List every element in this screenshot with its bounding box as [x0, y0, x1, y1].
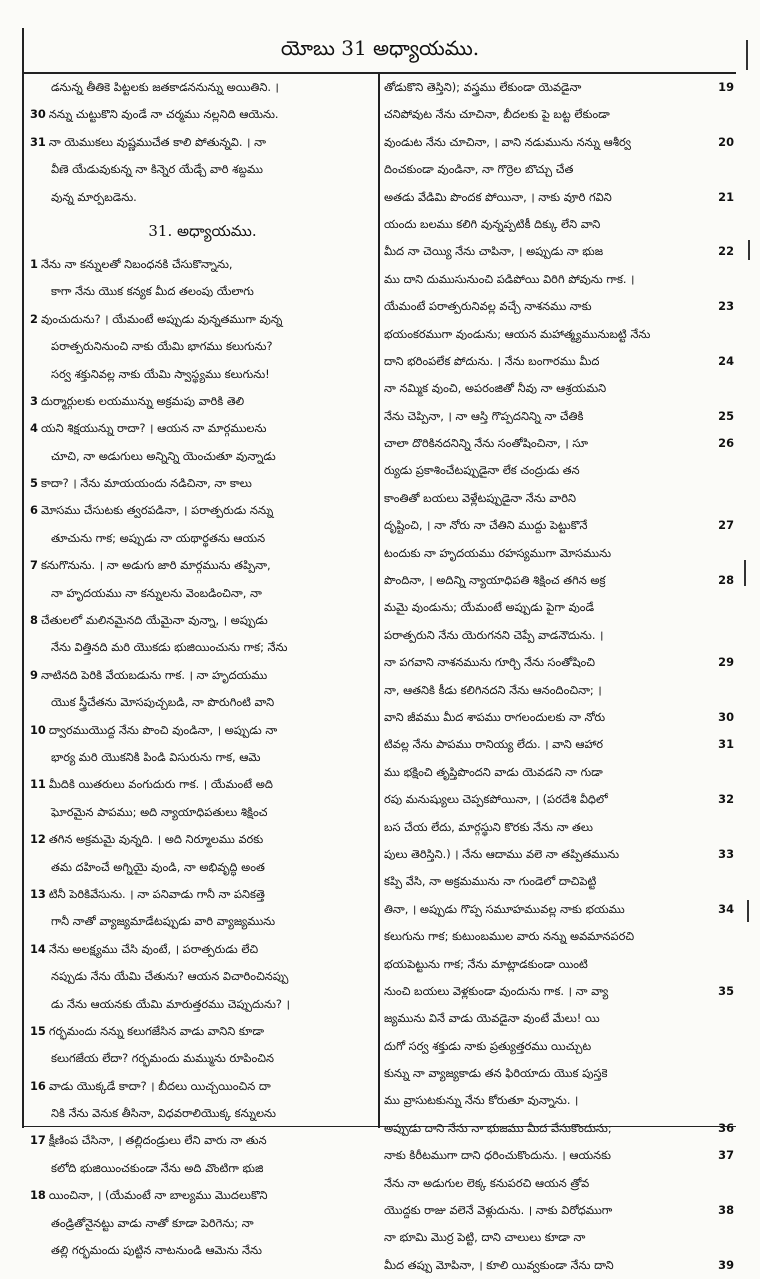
- text-line: [384, 101, 734, 128]
- text-line: [384, 786, 734, 813]
- text-line: [384, 814, 734, 841]
- line-text: ము వ్రాసుటకున్ను నేను కోరుతూ వున్నాను. ।: [384, 1093, 579, 1108]
- text-line: [384, 1005, 734, 1032]
- text-line: [384, 1224, 734, 1251]
- verse-number: 17: [30, 1133, 46, 1148]
- line-text: నప్పుడు నేను యేమి చేతును? ఆయన విచారించినప్పు: [51, 969, 289, 984]
- verse-number: 25: [718, 408, 734, 423]
- verse-number: 3: [30, 393, 38, 408]
- verse-number: 30: [718, 709, 734, 724]
- left-lines-after-heading: [30, 251, 375, 1264]
- verse-number: 9: [30, 667, 38, 682]
- verse-number: 30: [30, 107, 46, 122]
- line-text: యందు బలము కలిగి వున్నప్పటికీ దిక్కు లేని వాని: [384, 216, 601, 231]
- text-line: [30, 525, 375, 552]
- verse-number: 14: [30, 941, 46, 956]
- line-text: అతడు వేడిమి పొందక పోయినా, । నాకు వూరి గవిని: [384, 189, 612, 204]
- verse-number: 21: [718, 189, 734, 204]
- text-line: [30, 1210, 375, 1237]
- line-text: దించకుండా వుండినా, నా గొర్రెల బొచ్చు చేత: [384, 162, 574, 177]
- line-text: తోడుకొని తెస్తిని); వస్త్రము లేకుండా యెవడైనా: [384, 80, 582, 94]
- text-line: [384, 1115, 734, 1142]
- text-line: [30, 963, 375, 990]
- text-line: [30, 361, 375, 388]
- line-text: దృష్టించి, । నా నోరు నా చేతిని ముద్దు పెట్టుకొనే: [384, 518, 588, 533]
- text-line: [384, 1197, 734, 1224]
- verse-number: 2: [30, 311, 38, 326]
- line-text: యని శిక్షయున్ను రాదా? । ఆయన నా మార్గములను: [40, 421, 267, 436]
- text-line: [384, 567, 734, 594]
- line-text: యొక స్త్రీచేతను మోసపుచ్చబడి, నా పొరుగింటి వాని: [51, 695, 275, 710]
- text-line: [30, 74, 375, 101]
- line-text: భయంకరముగా వుండును; ఆయన మహాత్మ్యమునుబట్టి నేను: [384, 326, 651, 341]
- line-text: గానీ నాతో వ్యాజ్యమాడేటప్పుడు వారి వ్యాజ్యమును: [51, 914, 276, 929]
- text-line: [384, 238, 734, 265]
- margin-marks: [738, 0, 756, 1150]
- text-line: [384, 266, 734, 293]
- text-line: [384, 512, 734, 539]
- line-text: పరాత్పరుని నేను యెరుగనని చెప్పే వాడనౌదును. ।: [384, 627, 604, 642]
- text-line: [384, 841, 734, 868]
- text-line: [30, 1073, 375, 1100]
- text-line: [30, 1100, 375, 1127]
- line-text: కున్ను నా వ్యాజ్యకాడు తన ఫిరియాదు యొక పుస్తకె: [384, 1066, 608, 1081]
- line-text: వాడు యొక్కడే కాదా? । బీదలు యిచ్చయించిన దా: [48, 1078, 271, 1093]
- line-text: నా హృదయము నా కన్నులను వెంబడించినా, నా: [51, 585, 262, 600]
- line-text: గర్భమందు నన్ను కలుగజేసిన వాడు వానిని కూడా: [48, 1023, 265, 1038]
- text-line: [384, 184, 734, 211]
- text-line: [384, 293, 734, 320]
- line-text: యేమంటే పరాత్పరునివల్ల వచ్చే నాశనము నాకు: [384, 299, 592, 314]
- line-text: దుగో సర్వ శక్తుడు నాకు ప్రత్యుత్తరము యిచ్చుట: [384, 1038, 592, 1053]
- line-text: తమ దహించే అగ్నియై వుండి, నా అభివృద్ధి అంత: [51, 859, 265, 874]
- text-line: [384, 868, 734, 895]
- line-text: వుంచుదును? । యేమంటే అప్పుడు వున్నతముగా వున్న: [40, 311, 283, 326]
- line-text: మమై వుండును; యేమంటే అప్పుడు పైగా వుండే: [384, 600, 595, 615]
- line-text: భార్య మరి యొకనికి పిండి విసురును గాక, ఆమె: [51, 749, 261, 764]
- line-text: నా పగవాని నాశనమును గూర్చి నేను సంతోషించి: [384, 655, 596, 670]
- left-column: [30, 74, 375, 1258]
- line-text: బస చేయ లేదు, మార్గస్థుని కొరకు నేను నా తలు: [384, 819, 593, 834]
- text-line: [384, 677, 734, 704]
- line-text: మీదికి యితరులు వంగుదురు గాక. । యేమంటే అది: [48, 777, 273, 792]
- text-line: [30, 1045, 375, 1072]
- text-line: [384, 731, 734, 758]
- verse-number: 36: [718, 1120, 734, 1135]
- line-text: నుంచి బయలు వెళ్లకుండా వుందును గాక. । నా వ్యా: [384, 983, 609, 998]
- line-text: వీణె యేడువుకున్న నా కిన్నెర యేడ్చే వారి శబ్దము: [51, 162, 263, 177]
- line-text: టినీ పెరికివేసును. । నా పనివాడు గానీ నా పనికత్తె: [48, 886, 265, 901]
- line-text: నా భూమి మొర్ర పెట్టి, దాని చాలులు కూడా నా: [384, 1230, 586, 1245]
- text-line: [384, 348, 734, 375]
- text-line: [384, 403, 734, 430]
- text-line: [30, 744, 375, 771]
- line-text: ము భక్షించి తృప్తిపొందని వాడు యెవడని నా గుడా: [384, 764, 603, 779]
- verse-number: 38: [718, 1203, 734, 1218]
- text-line: [30, 1155, 375, 1182]
- text-line: [30, 607, 375, 634]
- line-text: ద్వారముయొద్ద నేను పొంచి వుండినా, । అప్పుడు నా: [48, 722, 278, 737]
- verse-number: 1: [30, 256, 38, 271]
- text-line: [384, 1087, 734, 1114]
- line-text: కలుగజేయ లేదా? గర్భమందు మమ్మును రూపించిన: [51, 1051, 274, 1066]
- line-text: మీద నా చెయ్యి నేను చాపినా, । అప్పుడు నా భుజ: [384, 244, 604, 259]
- text-line: [30, 908, 375, 935]
- verse-number: 15: [30, 1023, 46, 1038]
- line-text: కాంతితో బయలు వెళ్లేటప్పుడైనా నేను వారిని: [384, 490, 576, 505]
- text-line: [384, 594, 734, 621]
- verse-number: 16: [30, 1078, 46, 1093]
- text-line: [30, 388, 375, 415]
- verse-number: 35: [718, 983, 734, 998]
- line-text: టివల్ల నేను పాపము రానియ్య లేదు. । వాని ఆహార: [384, 737, 603, 752]
- line-text: తినా, । అప్పుడు గొప్ప సమూహమువల్ల నాకు భయము: [384, 901, 625, 916]
- verse-number: 34: [718, 901, 734, 916]
- line-text: ఘోరమైన పాపము; అది న్యాయాధిపతులు శిక్షించ: [51, 804, 268, 819]
- line-text: యించినా, । (యేమంటే నా బాల్యము మొదలుకొని: [48, 1188, 268, 1203]
- text-line: [30, 854, 375, 881]
- line-text: వాని జీవము మీద శాపము రాగలందులకు నా నోరు: [384, 709, 606, 724]
- line-text: డు నేను ఆయనకు యేమి మారుత్తరము చెప్పుదును? ।: [51, 996, 290, 1011]
- line-text: వుండుట నేను చూచినా, । వాని నడుమును నన్ను ఆశీర్వ: [384, 134, 631, 149]
- text-line: [30, 129, 375, 156]
- verse-number: 12: [30, 832, 46, 847]
- text-line: [30, 333, 375, 360]
- line-text: నేను నా కన్నులతో నిబంధనకి చేసుకొన్నాను,: [40, 256, 233, 271]
- line-text: నాటినది పెరికి వేయబడును గాక. । నా హృదయము: [40, 667, 268, 682]
- verse-number: 29: [718, 655, 734, 670]
- verse-number: 23: [718, 299, 734, 314]
- verse-number: 22: [718, 244, 734, 259]
- text-line: [30, 156, 375, 183]
- verse-number: 11: [30, 777, 46, 792]
- text-line: [384, 978, 734, 1005]
- text-line: [384, 923, 734, 950]
- text-line: [384, 540, 734, 567]
- verse-number: 26: [718, 436, 734, 451]
- text-line: [384, 951, 734, 978]
- text-line: [30, 278, 375, 305]
- line-text: భయపెట్టును గాక; నేను మాట్లాడకుండా యింటి: [384, 956, 588, 971]
- text-line: [384, 759, 734, 786]
- line-text: జ్యమును వినే వాడు యెవడైనా వుంటే మేలు! యి: [384, 1011, 600, 1026]
- text-line: [30, 251, 375, 278]
- text-line: [30, 1018, 375, 1045]
- line-text: ర్యుడు ప్రకాశించేటప్పుడైనా లేక చంద్రుడు తన: [384, 463, 580, 478]
- text-line: [30, 184, 375, 211]
- line-text: ము దాని దుముసునుంచి పడిపోయి విరిగి పోవును గాక. ।: [384, 271, 635, 286]
- line-text: తల్లి గర్భమందు పుట్టిన నాటనుండి ఆమెను నేను: [51, 1243, 262, 1258]
- text-line: [384, 129, 734, 156]
- text-line: [30, 1237, 375, 1264]
- line-text: నాకు కిరీటముగా దాని ధరించుకొందును. । ఆయనకు: [384, 1148, 611, 1163]
- text-line: [384, 321, 734, 348]
- line-text: నా నమ్మిక వుంచి, అపరంజితో నీవు నా ఆశ్రయమని: [384, 381, 607, 396]
- text-line: [384, 457, 734, 484]
- text-line: [384, 375, 734, 402]
- line-text: నేను అలక్ష్యము చేసి వుంటే, । పరాత్పరుడు లేచి: [48, 941, 259, 956]
- verse-number: 39: [718, 1257, 734, 1272]
- text-line: [384, 156, 734, 183]
- line-text: అప్పుడు దాని నేను నా భుజము మీద వేసుకొందును;: [384, 1120, 612, 1135]
- line-text: కప్పి వేసి, నా అక్రమమును నా గుండెలో దాచిపెట్టి: [384, 874, 597, 889]
- verse-number: 31: [30, 134, 46, 149]
- page-title: యోబు 31 అధ్యాయము.: [280, 35, 480, 60]
- text-line: [30, 1127, 375, 1154]
- text-line: [384, 1142, 734, 1169]
- line-text: నా యెముకలు వుష్ణముచేత కాలి పోతున్నవి. । నా: [48, 134, 266, 149]
- text-line: [30, 662, 375, 689]
- text-line: [30, 771, 375, 798]
- line-text: తూచును గాక; అప్పుడు నా యథార్థతను ఆయన: [51, 530, 266, 545]
- text-line: [30, 634, 375, 661]
- verse-number: 27: [718, 518, 734, 533]
- text-line: [30, 580, 375, 607]
- line-text: చేతులలో మలినమైనది యేమైనా వున్నా, । అప్పుడు: [40, 613, 268, 628]
- verse-number: 37: [718, 1148, 734, 1163]
- text-line: [30, 552, 375, 579]
- text-line: [384, 74, 734, 101]
- line-text: మీద తప్పు మోపినా, । కూలి యివ్వకుండా నేను దాని: [384, 1257, 614, 1272]
- line-text: టందుకు నా హృదయము రహస్యముగా మోసమును: [384, 545, 612, 560]
- verse-number: 5: [30, 476, 38, 491]
- line-text: నేను నా అడుగుల లెక్క కనుపరచి ఆయన త్రోవ: [384, 1175, 590, 1190]
- verse-number: 31: [718, 737, 734, 752]
- text-line: [30, 799, 375, 826]
- text-line: [30, 881, 375, 908]
- verse-number: 19: [718, 80, 734, 94]
- line-text: కలుగును గాక; కుటుంబముల వారు నన్ను అవమానపరచి: [384, 929, 635, 944]
- verse-number: 7: [30, 558, 38, 573]
- line-text: నికి నేను వెనుక తీసినా, విధవరాలియొక్క కన్నులను: [51, 1106, 276, 1121]
- verse-number: 13: [30, 886, 46, 901]
- text-line: [384, 485, 734, 512]
- line-text: చాలా దొరికినదనిన్ని నేను సంతోషించినా, । సూ: [384, 436, 588, 451]
- text-line: [384, 896, 734, 923]
- verse-number: 24: [718, 353, 734, 368]
- line-text: కాదా? । నేను మాయయందు నడిచినా, నా కాలు: [40, 476, 252, 491]
- verse-number: 6: [30, 503, 38, 518]
- verse-number: 28: [718, 573, 734, 588]
- line-text: సర్వ శక్తునివల్ల నాకు యేమి స్వాస్థ్యము కలుగును!: [51, 366, 270, 381]
- text-line: [30, 415, 375, 442]
- text-line: [384, 430, 734, 457]
- line-text: నా, ఆతనికి కీడు కలిగినదని నేను ఆనందించినా; ।: [384, 682, 602, 697]
- line-text: కలోది భుజియించకుండా నేను అది వొంటిగా భుజి: [51, 1160, 264, 1175]
- line-text: దుర్మార్గులకు లయమున్ను అక్రమపు వారికి తెలి: [40, 393, 245, 408]
- left-lines-before-heading: [30, 74, 375, 211]
- text-line: [30, 991, 375, 1018]
- line-text: పరాత్పరునినుంచి నాకు యేమి భాగము కలుగును?: [51, 339, 273, 354]
- line-text: కనుగొనును. । నా అడుగు జారి మార్గమును తప్పినా,: [40, 558, 271, 573]
- text-line: [384, 1060, 734, 1087]
- text-line: [30, 443, 375, 470]
- text-line: [384, 622, 734, 649]
- column-divider: [378, 74, 380, 1128]
- text-line: [30, 497, 375, 524]
- text-line: [384, 704, 734, 731]
- line-text: డనున్న తీతికె పిట్టలకు జతకాడననున్ను అయితిని. ।: [51, 80, 279, 94]
- text-line: [384, 1033, 734, 1060]
- right-column: [384, 74, 734, 1272]
- line-text: రపు మనుష్యులు చెప్పకపోయినా, । (పరదేశి వీధిలో: [384, 792, 608, 807]
- verse-number: 20: [718, 134, 734, 149]
- text-line: [30, 470, 375, 497]
- line-text: క్షీణింప చేసినా, । తల్లిదండ్రులు లేని వారు నా తున: [48, 1133, 267, 1148]
- verse-number: 32: [718, 792, 734, 807]
- verse-number: 4: [30, 421, 38, 436]
- line-text: పొందినా, । అదిన్ని న్యాయాధిపతి శిక్షించ తగిన అక్ర: [384, 573, 606, 588]
- text-line: [384, 211, 734, 238]
- text-line: [30, 826, 375, 853]
- line-text: యొద్దకు రాజు వలెనే వెళ్లుదును. । నాకు విరోధముగా: [384, 1203, 613, 1218]
- text-line: [30, 689, 375, 716]
- verse-number: 10: [30, 722, 46, 737]
- text-line: [384, 1252, 734, 1279]
- text-line: [384, 1170, 734, 1197]
- line-text: నన్ను చుట్టుకొని వుండే నా చర్మము నల్లనిది ఆయెను.: [48, 107, 279, 122]
- line-text: నేను చెప్పినా, । నా ఆస్తి గొప్పదనిన్ని నా చేతికి: [384, 408, 584, 423]
- text-line: [30, 101, 375, 128]
- line-text: వున్న మార్పబడెను.: [51, 189, 137, 204]
- text-line: [30, 936, 375, 963]
- line-text: నేను విత్తినది మరి యొకడు భుజియించును గాక; నేను: [51, 640, 288, 655]
- text-line: [384, 649, 734, 676]
- verse-number: 18: [30, 1188, 46, 1203]
- line-text: పులు తెరిస్తిని.) । నేను ఆదాము వలె నా తప్పితమును: [384, 846, 620, 861]
- line-text: తండ్రితోనైనట్టు వాడు నాతో కూడా పెరిగెను; నా: [51, 1215, 254, 1230]
- text-line: [30, 1182, 375, 1209]
- line-text: చూచి, నా అడుగులు అన్నిన్ని యెంచుతూ వున్నాడు: [51, 448, 276, 463]
- verse-number: 33: [718, 846, 734, 861]
- text-line: [30, 717, 375, 744]
- line-text: చనిపోవుట నేను చూచినా, బీదలకు పై బట్ట లేకుండా: [384, 107, 610, 122]
- book-page: [22, 28, 736, 1272]
- line-text: కాగా నేను యొక కన్యక మీద తలంపు యేలాగు: [51, 284, 254, 299]
- text-line: [30, 306, 375, 333]
- chapter-heading: 31. అధ్యాయము.: [148, 221, 257, 240]
- right-lines: [384, 74, 734, 1279]
- bottom-rule: [24, 1126, 736, 1127]
- line-text: మోసము చేసుటకు త్వరపడినా, । పరాత్పరుడు నన్ను: [40, 503, 274, 518]
- page-header: [24, 28, 736, 74]
- line-text: దాని భరింపలేక పోదును. । నేను బంగారము మీద: [384, 353, 600, 368]
- line-text: తగిన అక్రమమై వున్నది. । అది నిర్మూలము వరకు: [48, 832, 264, 847]
- verse-number: 8: [30, 613, 38, 628]
